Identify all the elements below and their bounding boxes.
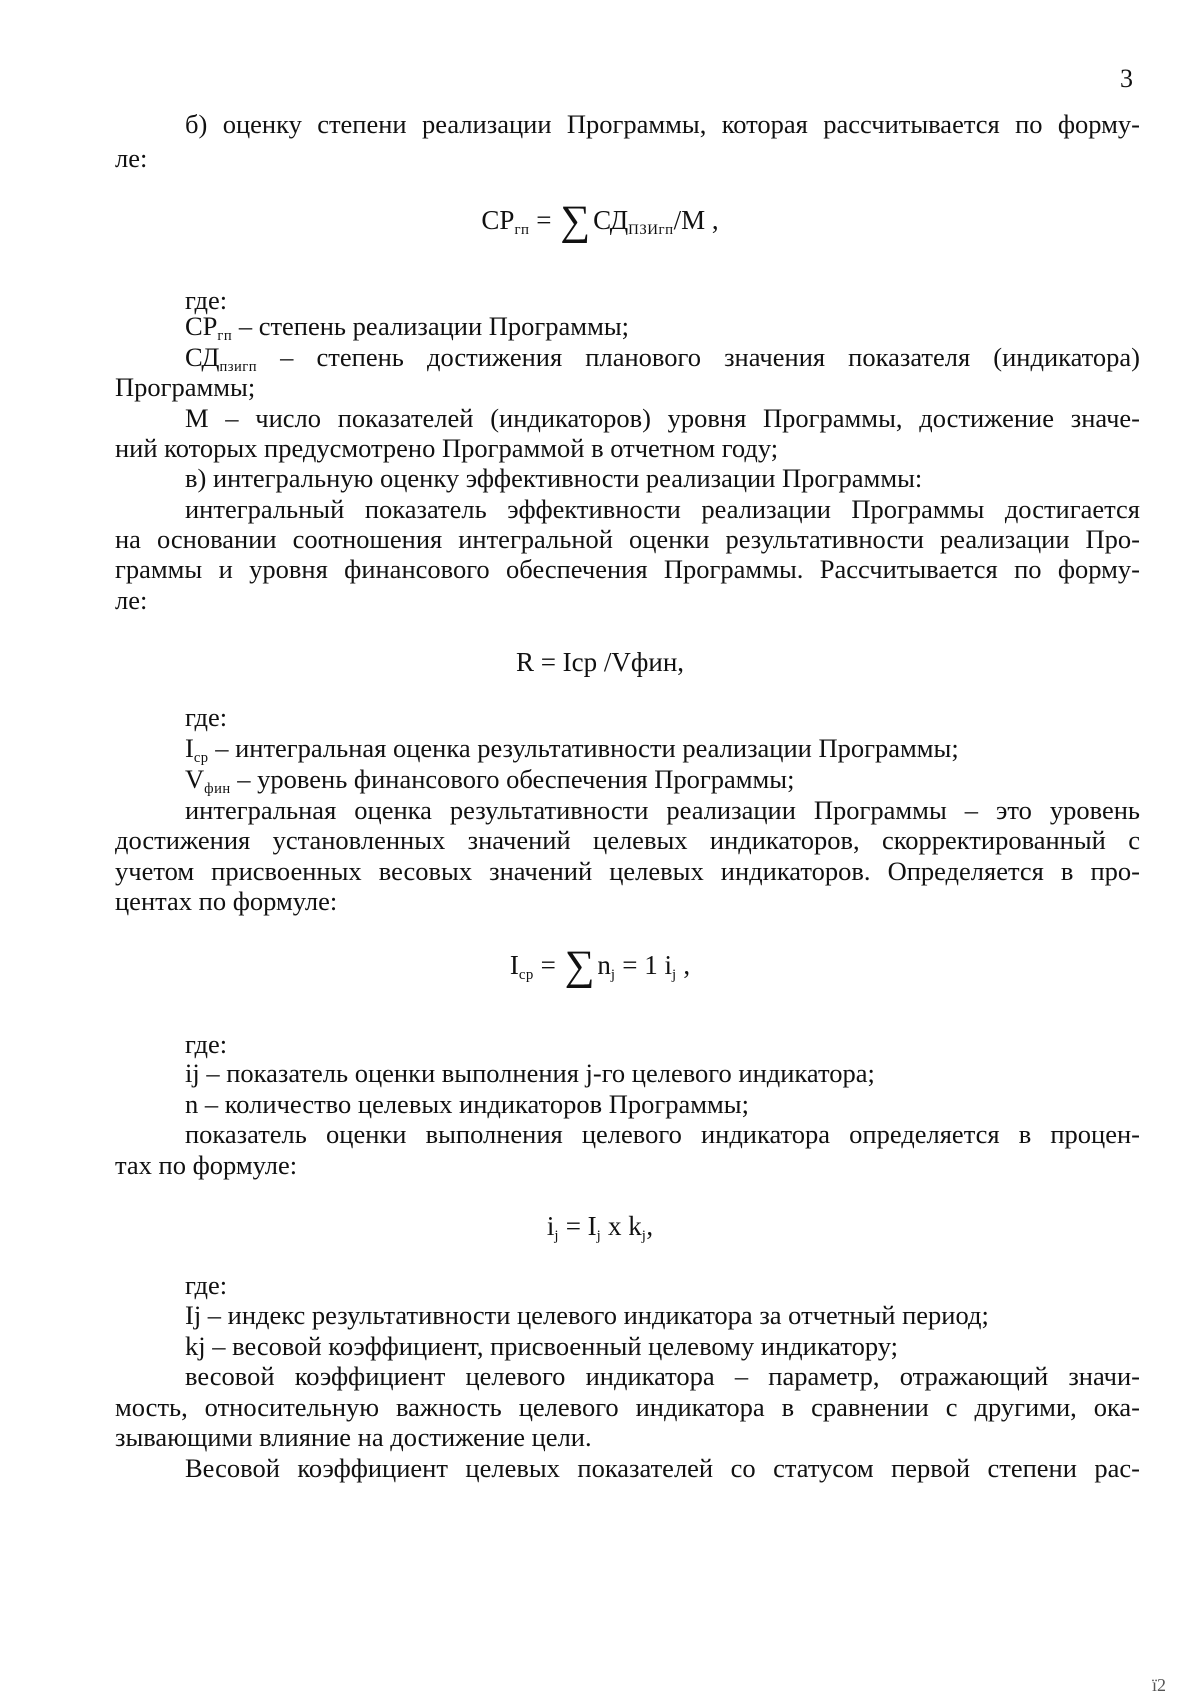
paragraph-line: мость, относительную важность целевого индикатора в сравнении с другими, ока- [115,1392,1140,1422]
definition-line: М – число показателей (индикаторов) уровня Программы, достижение значе- [185,403,1140,433]
paragraph-line: в) интегральную оценку эффективности реализации Программы: [185,463,923,493]
where-label: где: [185,285,228,315]
definition-line: n – количество целевых индикаторов Программы; [185,1089,749,1119]
paragraph-line: Весовой коэффициент целевых показателей со статусом первой степени рас- [185,1453,1140,1483]
paragraph-line: весовой коэффициент целевого индикатора – параметр, отражающий значи- [185,1361,1140,1391]
sigma-symbol: ∑ [564,943,595,990]
paragraph-line: тах по формуле: [115,1150,298,1180]
where-label: где: [185,1029,228,1059]
paragraph-line: ле: [115,585,148,615]
paragraph-line: центах по формуле: [115,886,338,916]
definition-line: $I_{ср}$ – интегральная оценка результативности реализации Программы; [185,733,959,767]
paragraph-line: зывающими влияние на достижение цели. [115,1422,592,1452]
where-label: где: [185,1270,228,1300]
paragraph-line: граммы и уровня финансового обеспечения Программы. Рассчитывается по форму- [115,554,1140,584]
definition-line: $V_{фин}$ – уровень финансового обеспечения Программы; [185,764,795,798]
formula-icp: $I_{ср}$ = ∑ $n_j = 1$ $i_j$ , [509,943,691,990]
paragraph-line: интегральный показатель эффективности реализации Программы достигается [185,494,1140,524]
formula-ij: $i_j = I_j$ x $k_j$, [546,1211,654,1245]
paragraph-line: б) оценку степени реализации Программы, которая рассчитывается по форму- [185,109,1140,139]
paragraph-line: на основании соотношения интегральной оценки результативности реализации Про- [115,524,1140,554]
formula-r: R = Iср /Vфин, [515,647,685,677]
paragraph-line: интегральная оценка результативности реализации Программы – это уровень [185,795,1140,825]
sigma-symbol: ∑ [560,198,591,245]
definition-line: $СР_{гп}$ – степень реализации Программы; [185,311,630,345]
paragraph-line: ле: [115,143,148,173]
definition-line: Ij – индекс результативности целевого индикатора за отчетный период; [185,1300,989,1330]
definition-line: Программы; [115,372,256,402]
definition-line: ний которых предусмотрено Программой в отчетном году; [115,433,779,463]
paragraph-line: учетом присвоенных весовых значений целевых индикаторов. Определяется в про- [115,856,1140,886]
where-label: где: [185,702,228,732]
formula-sr-gp: $СР_{гп}$ = ∑ $СД_{ПЗИгп}/М$ , [481,198,719,245]
definition-line: ij – показатель оценки выполнения j-го целевого индикатора; [185,1058,875,1088]
corner-mark: ї2 [1152,1675,1167,1695]
definition-line: $СД_{пзигп}$ – степень достижения планового значения показателя (индикатора) [185,342,1140,376]
definition-line: kj – весовой коэффициент, присвоенный целевому индикатору; [185,1331,899,1361]
paragraph-line: достижения установленных значений целевых индикаторов, скорректированный с [115,825,1140,855]
page-number: 3 [1120,64,1133,93]
paragraph-line: показатель оценки выполнения целевого индикатора определяется в процен- [185,1119,1140,1149]
